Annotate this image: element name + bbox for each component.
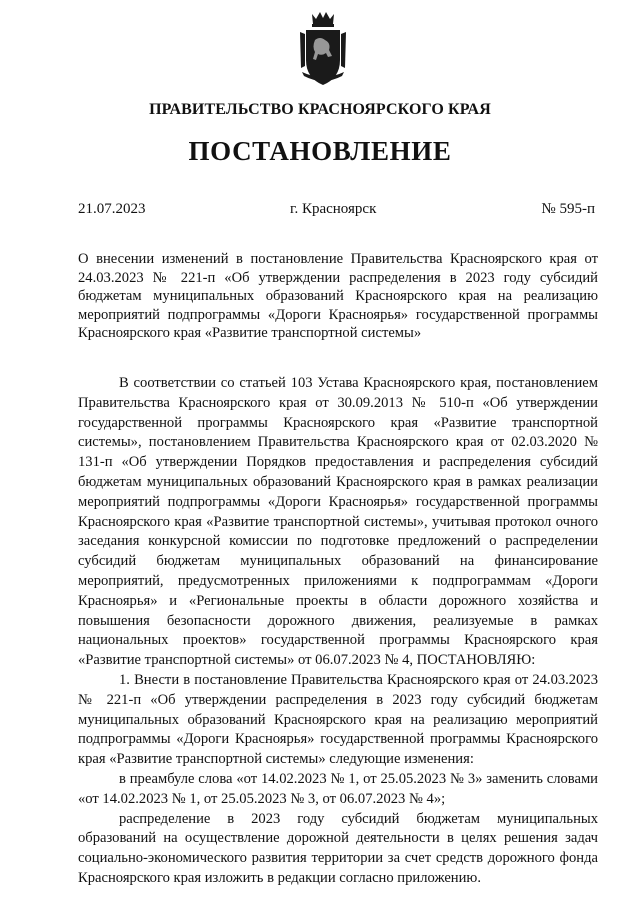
body-preamble: В соответствии со статьей 103 Устава Красноярского края, постановлением Правительства Красноярского края от 30.09.2013 № 510-п «Об утверждении государственной программы Красноярского края «Развитие транспортной системы», постановлением Правительства Красноярского края от 02.03.2020 № 131-п «Об утверждении Порядков предоставления и распределения субсидий бюджетам муниципальных образований Красноярского края в рамках реализации мероприятий подпрограммы «Дороги Красноярья» государственной программы Красноярского края «Развитие транспортной системы», учитывая протокол очного заседания конкурсной комиссии по подготовке предложений о распределении субсидий бюджетам муниципальных образований на финансирование мероприятий, предусмотренных приложениями к подпрограммам «Дороги Красноярья» и «Региональные проекты в области дорожного хозяйства и повышения безопасности дорожного движения, реализуемые в рамках национальных проектов» государственной программы Красноярского края «Развитие транспортной системы» от 06.07.2023 № 4, ПОСТАНОВЛЯЮ: [78, 375, 598, 669]
document-type-heading: ПОСТАНОВЛЕНИЕ [188, 136, 452, 166]
document-city: г. Красноярск [290, 201, 377, 217]
document-number: № 595-п [541, 201, 595, 217]
body-item-1-a: в преамбуле слова «от 14.02.2023 № 1, от 25.05.2023 № 3» заменить словами «от 14.02.2023 № 1, от 25.05.2023 № 3, от 06.07.2023 № 4»; [78, 770, 598, 807]
document-date: 21.07.2023 [78, 201, 146, 217]
document-meta-row [78, 201, 595, 221]
body-item-1: 1. Внести в постановление Правительства Красноярского края от 24.03.2023 № 221-п «Об утверждении распределения в 2023 году субсидий бюджетам муниципальных образований Красноярского края на реализацию мероприятий подпрограммы «Дороги Красноярья» государственной программы Красноярского края «Развитие транспортной системы» следующие изменения: [78, 671, 598, 768]
document-title: О внесении изменений в постановление Правительства Красноярского края от 24.03.2023 № 221-п «Об утверждении распределения в 2023 году субсидий бюджетам муниципальных образований Красноярского края на реализацию мероприятий подпрограммы «Дороги Красноярья» государственной программы Красноярского края «Развитие транспортной системы» [78, 251, 598, 342]
coat-of-arms-emblem [298, 10, 348, 88]
government-name: ПРАВИТЕЛЬСТВО КРАСНОЯРСКОГО КРАЯ [149, 101, 491, 118]
body-item-1-b: распределение в 2023 году субсидий бюджетам муниципальных образований на осуществление дорожной деятельности в целях решения задач социально-экономического развития территории за счет средств дорожного фонда Красноярского края изложить в редакции согласно приложению. [78, 810, 598, 886]
document-body [78, 374, 598, 889]
